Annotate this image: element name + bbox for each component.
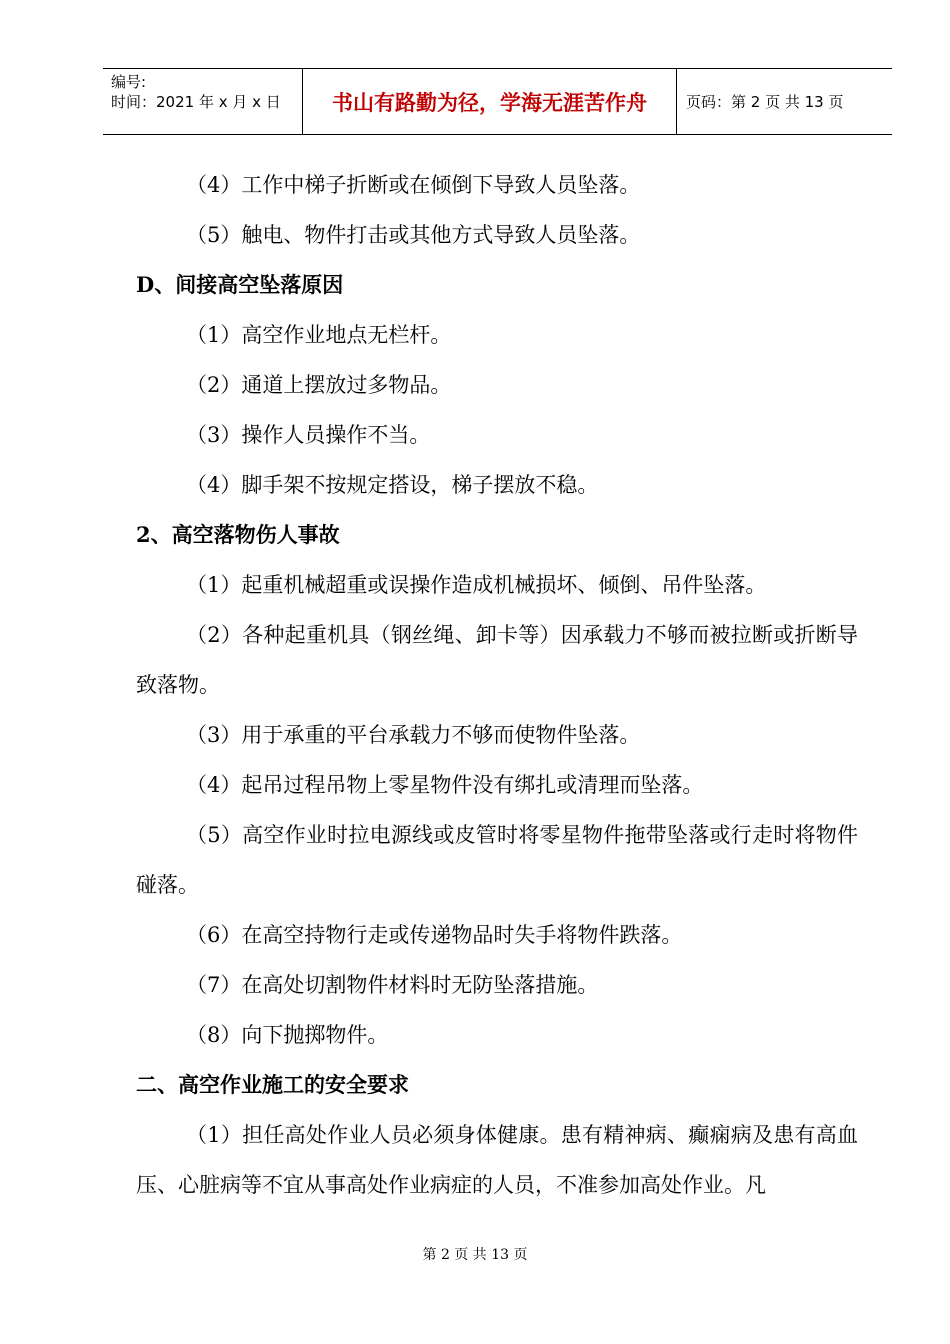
page-footer: 第 2 页 共 13 页 bbox=[422, 1247, 528, 1263]
paragraph: （5）高空作业时拉电源线或皮管时将零星物件拖带坠落或行走时将物件碰落。 bbox=[136, 823, 858, 897]
section-heading: 二、高空作业施工的安全要求 bbox=[136, 1072, 409, 1097]
paragraph: （1）高空作业地点无栏杆。 bbox=[186, 323, 452, 347]
document-body bbox=[136, 160, 858, 1210]
paragraph: （3）用于承重的平台承载力不够而使物件坠落。 bbox=[186, 723, 641, 747]
paragraph: （6）在高空持物行走或传递物品时失手将物件跌落。 bbox=[186, 923, 683, 947]
paragraph: （8）向下抛掷物件。 bbox=[186, 1023, 389, 1047]
header-page-label: 页码：第 2 页 共 13 页 bbox=[686, 93, 844, 111]
header-time-label: 时间：2021 年 x 月 x 日 bbox=[111, 93, 281, 111]
section-heading: D、间接高空坠落原因 bbox=[136, 272, 344, 297]
paragraph: （2）各种起重机具（钢丝绳、卸卡等）因承载力不够而被拉断或折断导致落物。 bbox=[136, 623, 858, 697]
section-heading: 2、高空落物伤人事故 bbox=[136, 522, 340, 547]
page-header bbox=[103, 68, 892, 135]
paragraph: （4）起吊过程吊物上零星物件没有绑扎或清理而坠落。 bbox=[186, 773, 704, 797]
header-slogan: 书山有路勤为径，学海无涯苦作舟 bbox=[303, 69, 677, 134]
header-meta bbox=[103, 69, 303, 134]
paragraph: （3）操作人员操作不当。 bbox=[186, 423, 431, 447]
paragraph: （1）起重机械超重或误操作造成机械损坏、倾倒、吊件坠落。 bbox=[186, 573, 767, 597]
paragraph: （5）触电、物件打击或其他方式导致人员坠落。 bbox=[186, 223, 641, 247]
header-number-label: 编号: bbox=[111, 73, 147, 91]
paragraph: （4）脚手架不按规定搭设，梯子摆放不稳。 bbox=[186, 473, 599, 497]
paragraph: （7）在高处切割物件材料时无防坠落措施。 bbox=[186, 973, 599, 997]
paragraph: （4）工作中梯子折断或在倾倒下导致人员坠落。 bbox=[186, 173, 641, 197]
paragraph: （1）担任高处作业人员必须身体健康。患有精神病、癫痫病及患有高血压、心脏病等不宜从事高处作业病症的人员，不准参加高处作业。凡 bbox=[136, 1123, 858, 1197]
paragraph: （2）通道上摆放过多物品。 bbox=[186, 373, 452, 397]
